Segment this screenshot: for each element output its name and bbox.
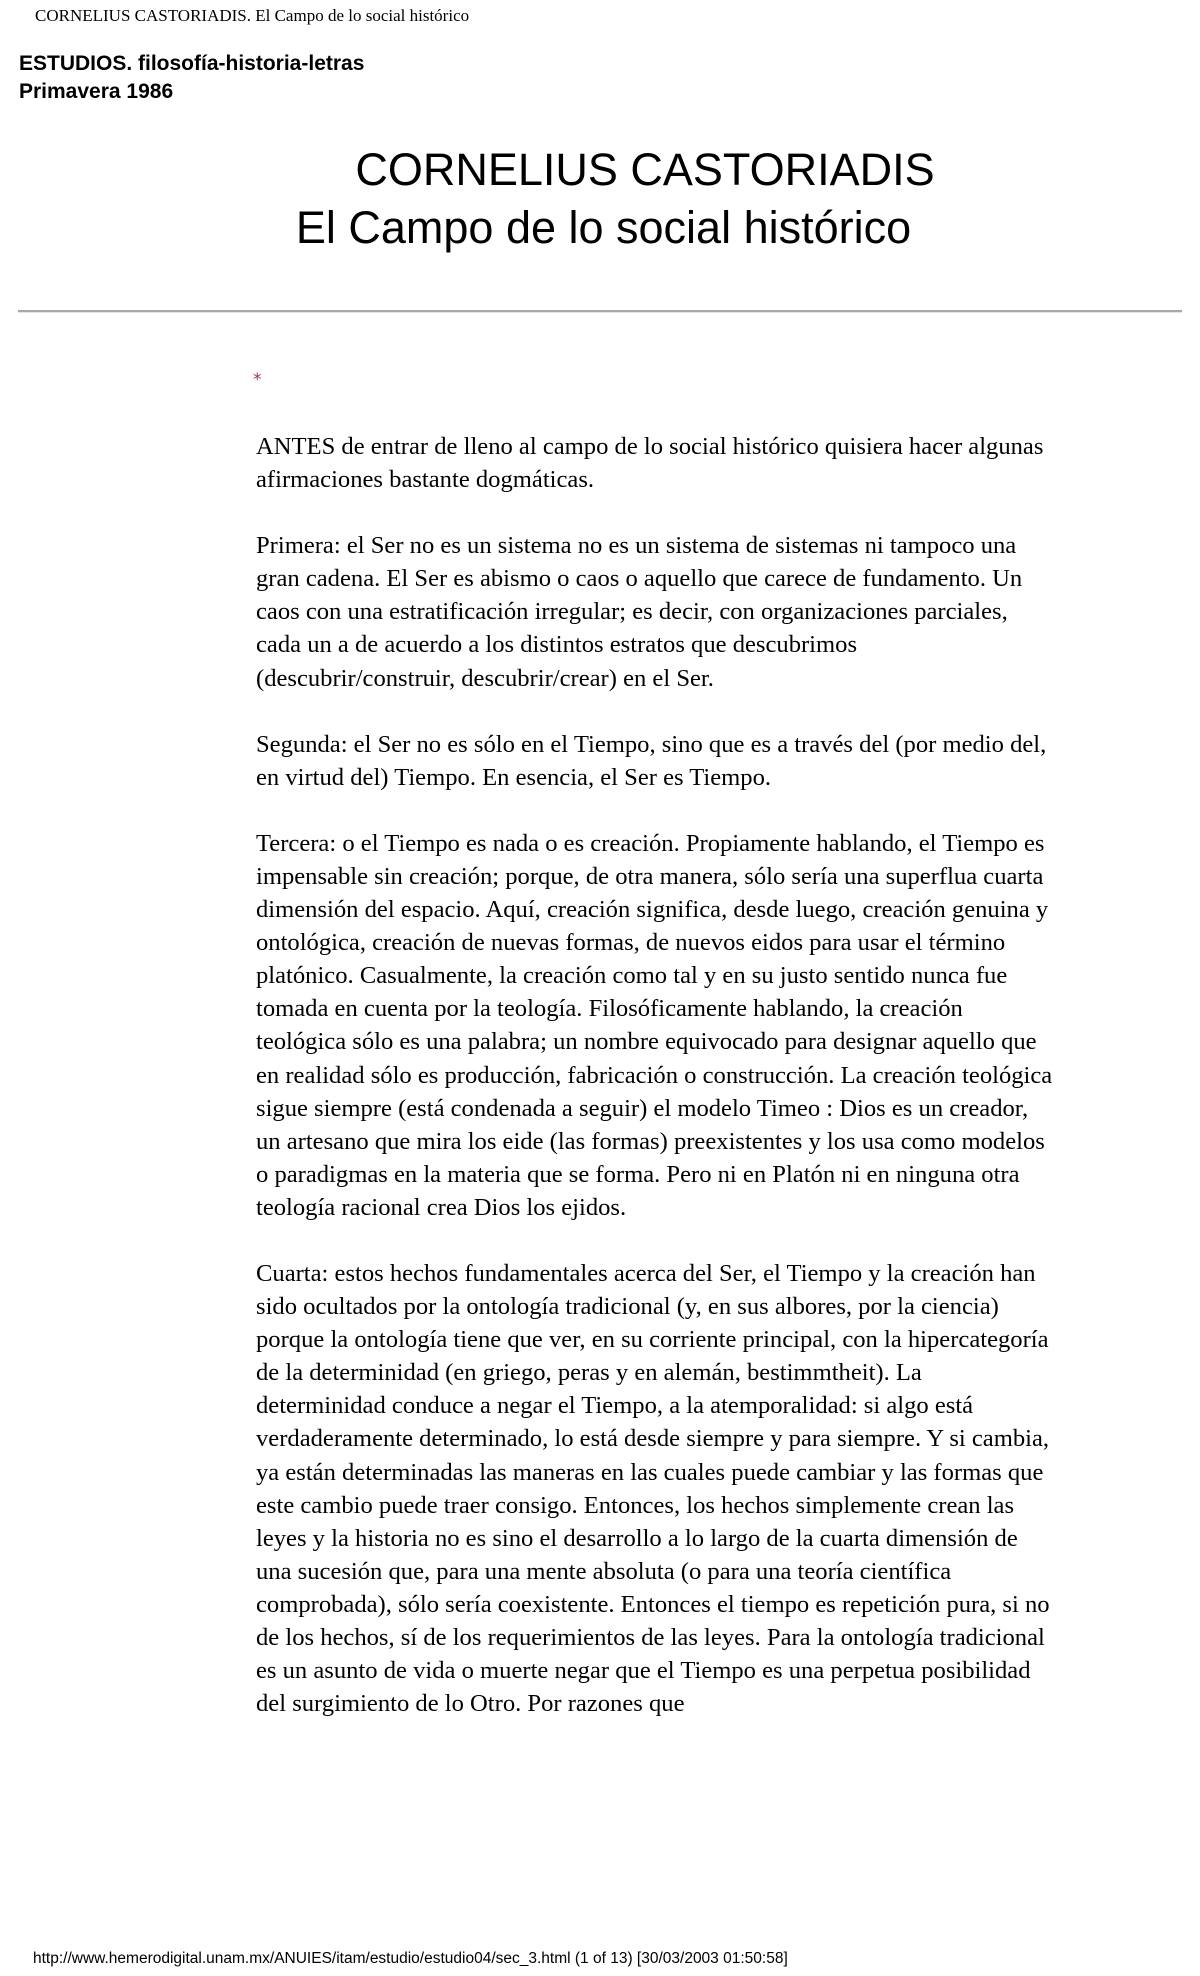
print-header-title: CORNELIUS CASTORIADIS. El Campo de lo social histórico	[35, 6, 470, 25]
journal-issue: Primavera 1986	[19, 80, 174, 103]
paragraph-tercera: Tercera: o el Tiempo es nada o es creación. Propiamente hablando, el Tiempo es impensable sin creación; porque, de otra manera, sólo sería una superflua cuarta dimensión del espacio. Aquí, creación significa, desde luego, creación genuina y ontológica, creación de nuevas formas, de nuevos eidos para usar el término platónico. Casualmente, la creación como tal y en su justo sentido nunca fue tomada en cuenta por la teología. Filosóficamente hablando, la creación teológica sólo es una palabra; un nombre equivocado para designar aquello que en realidad sólo es producción, fabricación o construcción. La creación teológica sigue siempre (está condenada a seguir) el modelo Timeo : Dios es un creador, un artesano que mira los eide (las formas) preexistentes y los usa como modelos o paradigmas en la materia que se forma. Pero ni en Platón ni en ninguna otra teología racional crea Dios los ejidos.	[256, 829, 1053, 1221]
horizontal-rule	[18, 310, 1182, 313]
article-body	[256, 430, 1056, 1753]
paragraph-primera: Primera: el Ser no es un sistema no es un sistema de sistemas ni tampoco una gran cadena. El Ser es abismo o caos o aquello que carece de fundamento. Un caos con una estratificación irregular; es decir, con organizaciones parciales, cada un a de acuerdo a los distintos estratos que descubrimos (descubrir/construir, descubrir/crear) en el Ser.	[256, 532, 1023, 692]
journal-name: ESTUDIOS. filosofía-historia-letras	[19, 52, 365, 75]
paragraph-intro: ANTES de entrar de lleno al campo de lo social histórico quisiera hacer algunas afirmaciones bastante dogmáticas.	[256, 433, 1044, 494]
print-footer-url: http://www.hemerodigital.unam.mx/ANUIES/itam/estudio/estudio04/sec_3.html (1 of 13) [30/03/2003 01:50:58]	[33, 1950, 788, 1967]
article-author: CORNELIUS CASTORIADIS	[355, 144, 935, 195]
journal-info	[19, 50, 364, 106]
paragraph-segunda: Segunda: el Ser no es sólo en el Tiempo, sino que es a través del (por medio del, en virtud del) Tiempo. En esencia, el Ser es Tiempo.	[256, 730, 1047, 791]
footnote-marker-link[interactable]: *	[253, 370, 262, 390]
paragraph-cuarta: Cuarta: estos hechos fundamentales acerca del Ser, el Tiempo y la creación han sido ocultados por la ontología tradicional (y, en sus albores, por la ciencia) porque la ontología tiene que ver, en su corriente principal, con la hipercategoría de la determinidad (en griego, peras y en alemán, bestimmtheit). La determinidad conduce a negar el Tiempo, a la atemporalidad: si algo está verdaderamente determinado, lo está desde siempre y para siempre. Y si cambia, ya están determinadas las maneras en las cuales puede cambiar y las formas que este cambio puede traer consigo. Entonces, los hechos simplemente crean las leyes y la historia no es sino el desarrollo a lo largo de la cuarta dimensión de una sucesión que, para una mente absoluta (o para una teoría científica comprobada), sólo sería coexistente. Entonces el tiempo es repetición pura, si no de los hechos, sí de los requerimientos de las leyes. Para la ontología tradicional es un asunto de vida o muerte negar que el Tiempo es una perpetua posibilidad del surgimiento de lo Otro. Por razones que	[256, 1259, 1050, 1718]
article-heading	[0, 142, 1200, 256]
article-title: El Campo de lo social histórico	[295, 202, 912, 253]
